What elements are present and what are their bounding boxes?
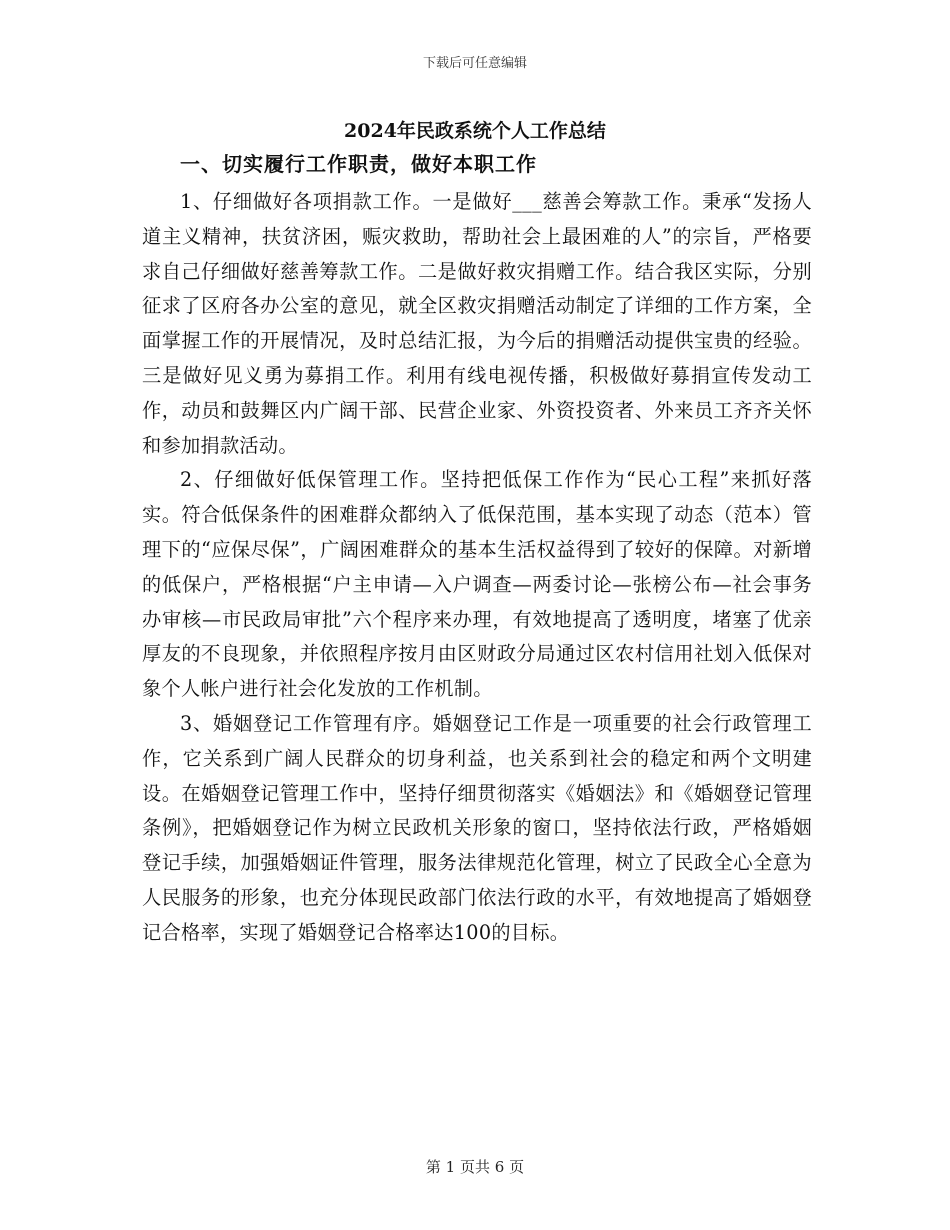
paragraph-subsistence-allowance: 2、仔细做好低保管理工作。坚持把低保工作作为“民心工程”来抓好落实。符合低保条件的困难群众都纳入了低保范围，基本实现了动态（范本）管理下的“应保尽保”，广阔困难群众的基本生活权益得到了较好的保障。对新增的低保户，严格根据“户主申请—入户调查—两委讨论—张榜公布—社会事务办审核—市民政局审批”六个程序来办理，有效地提高了透明度，堵塞了优亲厚友的不良现象，并依照程序按月由区财政分局通过区农村信用社划入低保对象个人帐户进行社会化发放的工作机制。 xyxy=(142,468,812,701)
document-title: 2024年民政系统个人工作总结 xyxy=(344,120,606,142)
page-header-note: 下载后可任意编辑 xyxy=(422,56,527,71)
section-heading: 一、切实履行工作职责，做好本职工作 xyxy=(180,152,537,176)
document-body xyxy=(142,185,812,951)
paragraph-marriage-registration: 3、婚姻登记工作管理有序。婚姻登记工作是一项重要的社会行政管理工作，它关系到广阔人民群众的切身利益，也关系到社会的稳定和两个文明建设。在婚姻登记管理工作中，坚持仔细贯彻落实《婚姻法》和《婚姻登记管理条例》，把婚姻登记作为树立民政机关形象的窗口，坚持依法行政，严格婚姻登记手续，加强婚姻证件管理，服务法律规范化管理，树立了民政全心全意为人民服务的形象，也充分体现民政部门依法行政的水平，有效地提高了婚姻登记合格率，实现了婚姻登记合格率达100的目标。 xyxy=(142,711,812,944)
paragraph-donation-work: 1、仔细做好各项捐款工作。一是做好___慈善会筹款工作。秉承“发扬人道主义精神，扶贫济困，赈灾救助，帮助社会上最困难的人”的宗旨，严格要求自己仔细做好慈善筹款工作。二是做好救灾捐赠工作。结合我区实际，分别征求了区府各办公室的意见，就全区救灾捐赠活动制定了详细的工作方案，全面掌握工作的开展情况，及时总结汇报，为今后的捐赠活动提供宝贵的经验。三是做好见义勇为募捐工作。利用有线电视传播，积极做好募捐宣传发动工作，动员和鼓舞区内广阔干部、民营企业家、外资投资者、外来员工齐齐关怀和参加捐款活动。 xyxy=(142,190,812,457)
page-number: 第 1 页共 6 页 xyxy=(425,1158,525,1176)
